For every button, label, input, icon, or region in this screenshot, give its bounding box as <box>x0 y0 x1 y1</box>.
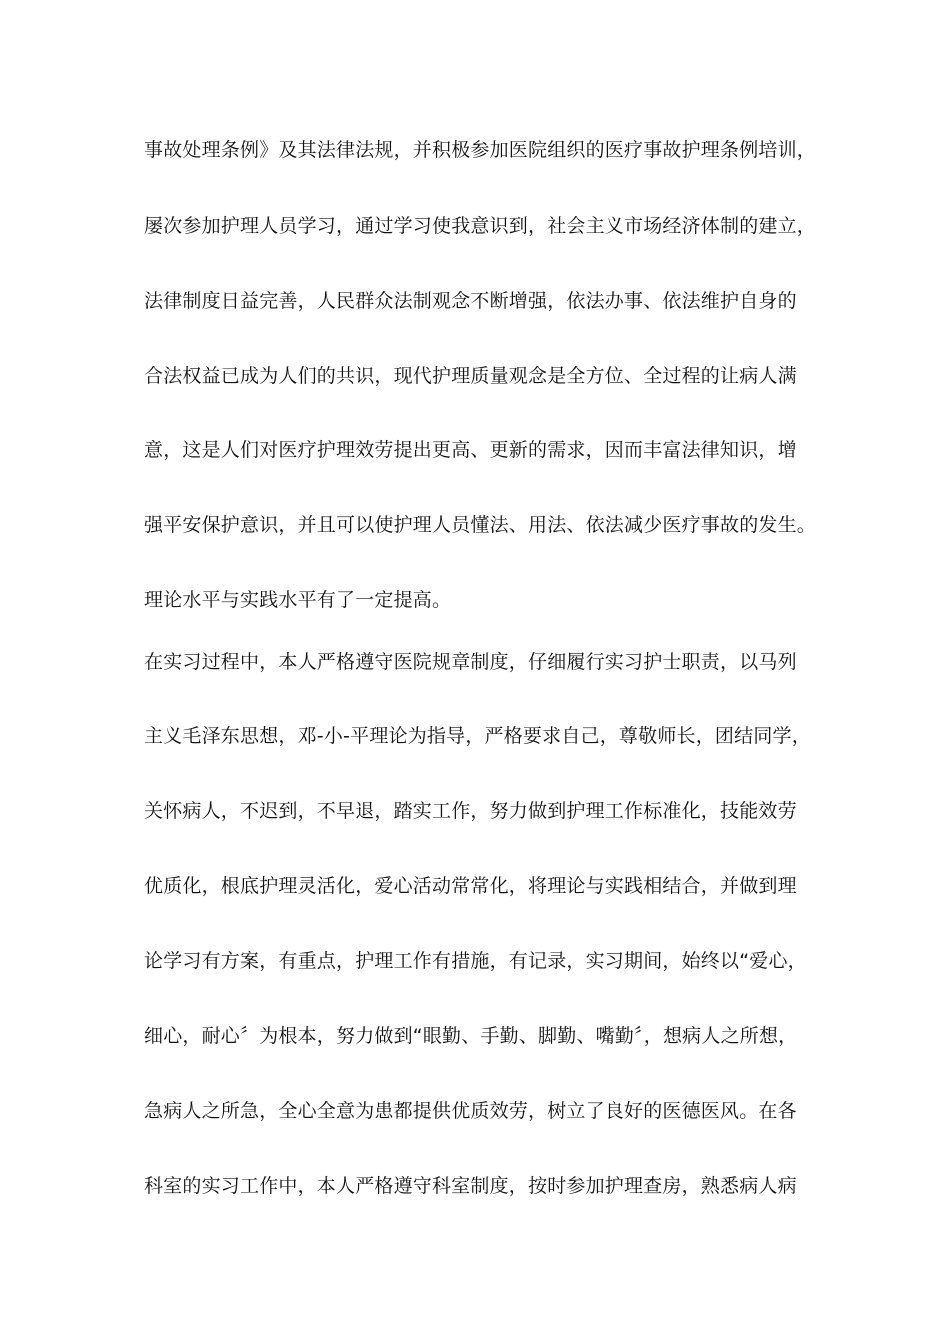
text-line: 在实习过程中，本人严格遵守医院规章制度，仔细履行实习护士职责，以马列 <box>144 651 797 673</box>
text-line: 细心，耐心〞为根本，努力做到“眼勤、手勤、脚勤、嘴勤〞，想病人之所想， <box>144 1025 798 1047</box>
text-line: 急病人之所急，全心全意为患都提供优质效劳，树立了良好的医德医风。在各 <box>144 1100 797 1122</box>
text-line: 关怀病人，不迟到，不早退，踏实工作，努力做到护理工作标准化，技能效劳 <box>144 800 797 822</box>
text-line: 主义毛泽东思想，邓-小-平理论为指导，严格要求自己，尊敬师长，团结同学， <box>144 725 811 747</box>
text-line: 理论水平与实践水平有了一定提高。 <box>144 589 452 611</box>
text-line: 法律制度日益完善，人民群众法制观念不断增强，依法办事、依法维护自身的 <box>144 290 797 312</box>
text-line: 科室的实习工作中，本人严格遵守科室制度，按时参加护理查房，熟悉病人病 <box>144 1175 797 1197</box>
text-line: 强平安保护意识，并且可以使护理人员懂法、用法、依法减少医疗事故的发生。 <box>144 514 817 536</box>
text-line: 意，这是人们对医疗护理效劳提出更高、更新的需求，因而丰富法律知识，增 <box>144 439 797 461</box>
text-line: 事故处理条例》及其法律法规，并积极参加医院组织的医疗事故护理条例培训， <box>144 139 817 161</box>
text-line: 论学习有方案，有重点，护理工作有措施，有记录，实习期间，始终以“爱心， <box>144 950 807 972</box>
text-line: 优质化，根底护理灵活化，爱心活动常常化，将理论与实践相结合，并做到理 <box>144 875 797 897</box>
text-line: 合法权益已成为人们的共识，现代护理质量观念是全方位、全过程的让病人满 <box>144 365 797 387</box>
text-line: 屡次参加护理人员学习，通过学习使我意识到，社会主义市场经济体制的建立， <box>144 215 817 237</box>
